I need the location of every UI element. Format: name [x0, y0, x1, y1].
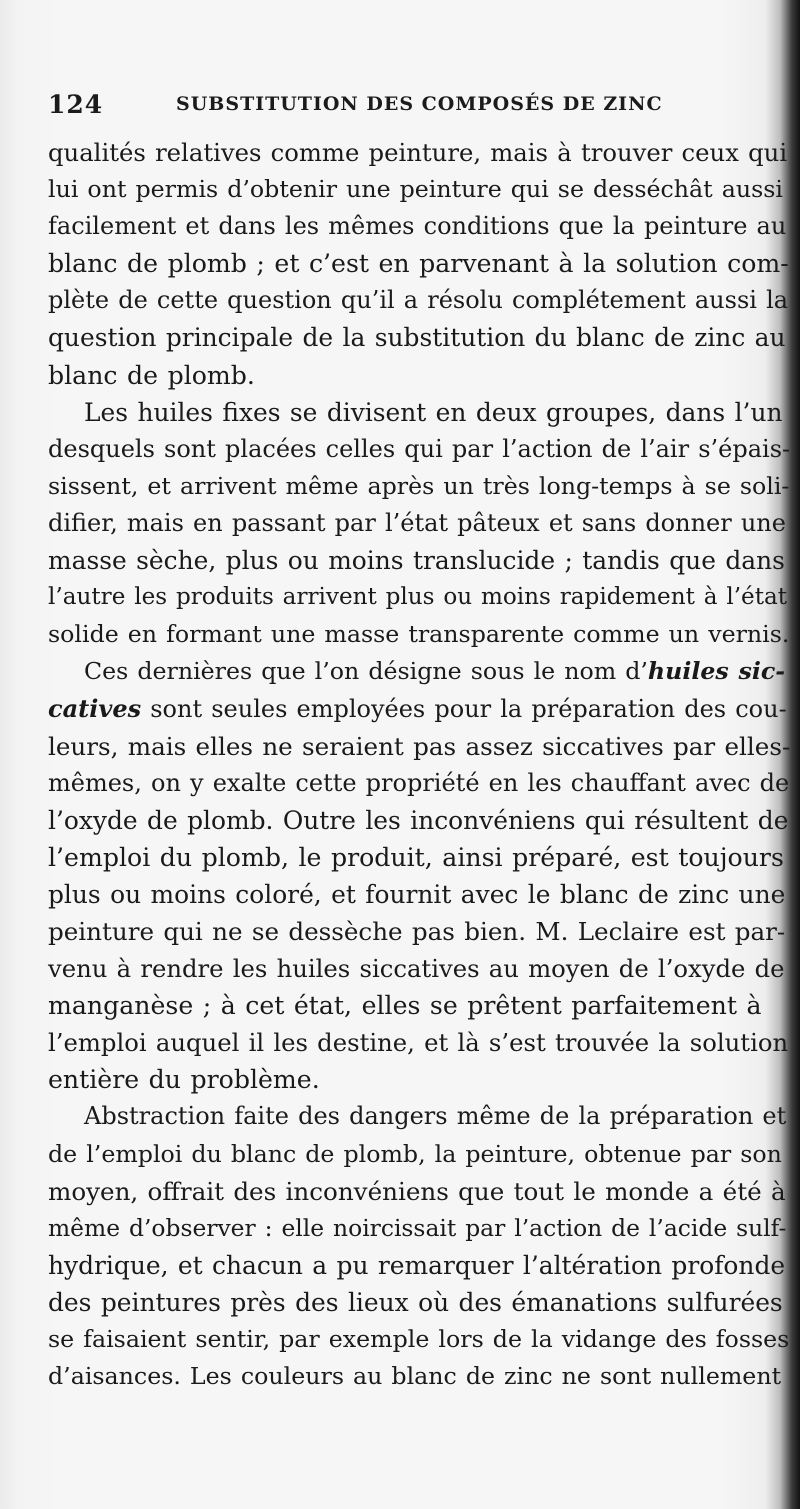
text-line: des peintures près des lieux où des émanations sulfurées	[48, 1287, 783, 1317]
text-line: de l’emploi du blanc de plomb, la peinture, obtenue par son	[48, 1139, 782, 1168]
paragraph-start-line: Les huiles fixes se divisent en deux groupes, dans l’un	[84, 397, 783, 427]
text-line: entière du problème.	[48, 1065, 320, 1095]
text-line: l’emploi auquel il les destine, et là s’est trouvée la solution	[48, 1028, 789, 1058]
text-line: d’aisances. Les couleurs au blanc de zinc ne sont nullement	[48, 1362, 782, 1391]
text-line: se faisaient sentir, par exemple lors de la vidange des fosses	[48, 1325, 790, 1353]
text-line: hydrique, et chacun a pu remarquer l’altération profonde	[48, 1250, 786, 1280]
paragraph-start-line	[48, 653, 790, 690]
line-text: Ces dernières que l’on désigne sous le nom d’	[84, 657, 648, 686]
text-line: même d’observer : elle noircissait par l’action de l’acide sulf-	[48, 1213, 787, 1242]
text-line: blanc de plomb.	[48, 360, 255, 390]
line-text: sont seules employées pour la préparation des cou-	[141, 695, 787, 724]
text-line: masse sèche, plus ou moins translucide ; tandis que dans	[48, 546, 785, 576]
text-line: qualités relatives comme peinture, mais à trouver ceux qui	[48, 138, 788, 167]
text-line: plète de cette question qu’il a résolu complétement aussi la	[48, 286, 789, 315]
body-text	[48, 134, 790, 1395]
text-line: moyen, offrait des inconvéniens que tout le monde a été à	[48, 1176, 786, 1206]
text-line	[48, 690, 790, 727]
text-line: l’emploi du plomb, le produit, ainsi préparé, est toujours	[48, 842, 784, 872]
italic-term: catives	[48, 694, 142, 724]
text-line: facilement et dans les mêmes conditions que la peinture au	[48, 212, 787, 241]
text-line: l’autre les produits arrivent plus ou moins rapidement à l’état	[48, 584, 788, 611]
text-line: difier, mais en passant par l’état pâteux et sans donner une	[48, 508, 786, 537]
text-line: manganèse ; à cet état, elles se prêtent parfaitement à	[48, 991, 762, 1021]
text-line: sissent, et arrivent même après un très long-temps à se soli-	[48, 471, 790, 500]
page-number: 124	[48, 90, 104, 119]
text-line: solide en formant une masse transparente comme un vernis.	[48, 620, 790, 649]
text-line: blanc de plomb ; et c’est en parvenant à la solution com-	[48, 249, 789, 279]
text-line: question principale de la substitution du blanc de zinc au	[48, 323, 786, 353]
text-line: lui ont permis d’obtenir une peinture qui se desséchât aussi	[48, 175, 783, 204]
text-line: venu à rendre les huiles siccatives au moyen de l’oxyde de	[48, 954, 785, 984]
running-head: SUBSTITUTION DES COMPOSÉS DE ZINC	[176, 93, 663, 115]
page-header	[48, 90, 748, 124]
text-line: plus ou moins coloré, et fournit avec le blanc de zinc une	[48, 879, 786, 909]
paragraph-start-line: Abstraction faite des dangers même de la préparation et	[84, 1102, 787, 1131]
text-line: l’oxyde de plomb. Outre les inconvéniens qui résultent de	[48, 805, 789, 835]
text-line: leurs, mais elles ne seraient pas assez siccatives par elles-	[48, 731, 791, 761]
text-line: mêmes, on y exalte cette propriété en les chauffant avec de	[48, 768, 790, 797]
text-line: desquels sont placées celles qui par l’action de l’air s’épais-	[48, 434, 791, 463]
italic-term: huiles sic-	[647, 657, 786, 686]
text-line: peinture qui ne se dessèche pas bien. M. Leclaire est par-	[48, 916, 786, 946]
